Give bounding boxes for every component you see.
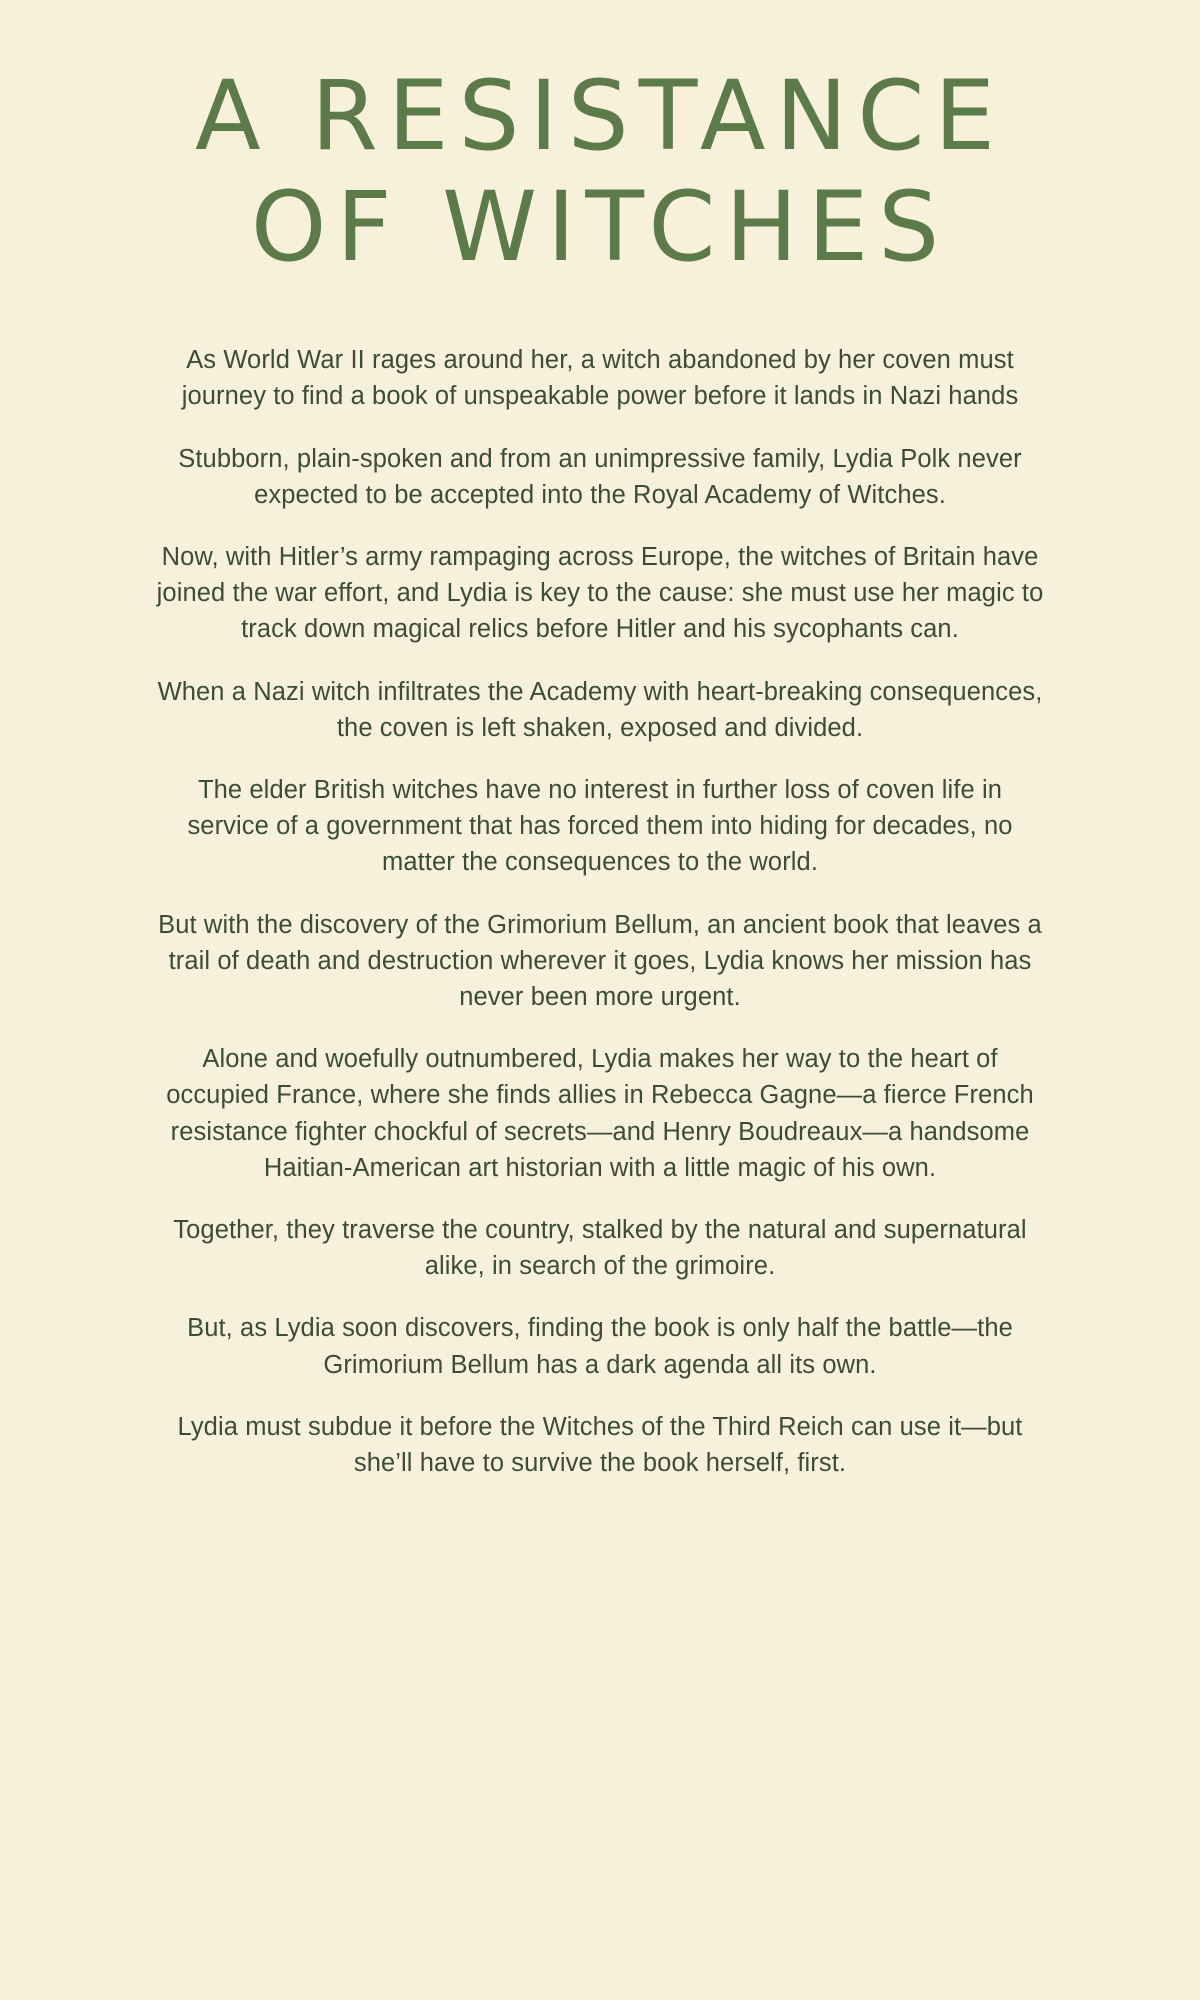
blurb-body: [155, 342, 1045, 1481]
blurb-paragraph: But, as Lydia soon discovers, finding the book is only half the battle—the Grimorium Bellum has a dark agenda all its own.: [187, 1314, 1013, 1379]
blurb-paragraph: When a Nazi witch infiltrates the Academy with heart-breaking consequences, the coven is left shaken, exposed and divided.: [157, 677, 1043, 742]
blurb-paragraph: Stubborn, plain-spoken and from an unimpressive family, Lydia Polk never expected to be accepted into the Royal Academy of Witches.: [178, 444, 1022, 509]
blurb-paragraph: Now, with Hitler’s army rampaging across Europe, the witches of Britain have joined the war effort, and Lydia is key to the cause: she must use her magic to track down magical relics before Hitler and his sycophants can.: [156, 543, 1044, 644]
blurb-paragraph: Lydia must subdue it before the Witches of the Third Reich can use it—but she’ll have to survive the book herself, first.: [177, 1412, 1023, 1478]
title-line-2: OF WITCHES: [250, 171, 950, 284]
blurb-paragraph: Alone and woefully outnumbered, Lydia makes her way to the heart of occupied France, where she finds allies in Rebecca Gagne—a fierce French resistance fighter chockful of secrets—and Henry Boudreaux—a handsome Haitian-American art historian with a little magic of his own.: [166, 1045, 1034, 1182]
blurb-paragraph: As World War II rages around her, a witch abandoned by her coven must journey to find a book of unspeakable power before it lands in Nazi hands: [181, 346, 1019, 411]
blurb-paragraph: Together, they traverse the country, stalked by the natural and supernatural alike, in search of the grimoire.: [173, 1216, 1027, 1281]
title-line-1: A RESISTANCE: [194, 60, 1006, 172]
blurb-paragraph: The elder British witches have no interest in further loss of coven life in service of a government that has forced them into hiding for decades, no matter the consequences to the world.: [187, 776, 1013, 877]
blurb-paragraph: But with the discovery of the Grimorium Bellum, an ancient book that leaves a trail of death and destruction wherever it goes, Lydia knows her mission has never been more urgent.: [158, 910, 1042, 1012]
page-title: [0, 58, 1200, 286]
